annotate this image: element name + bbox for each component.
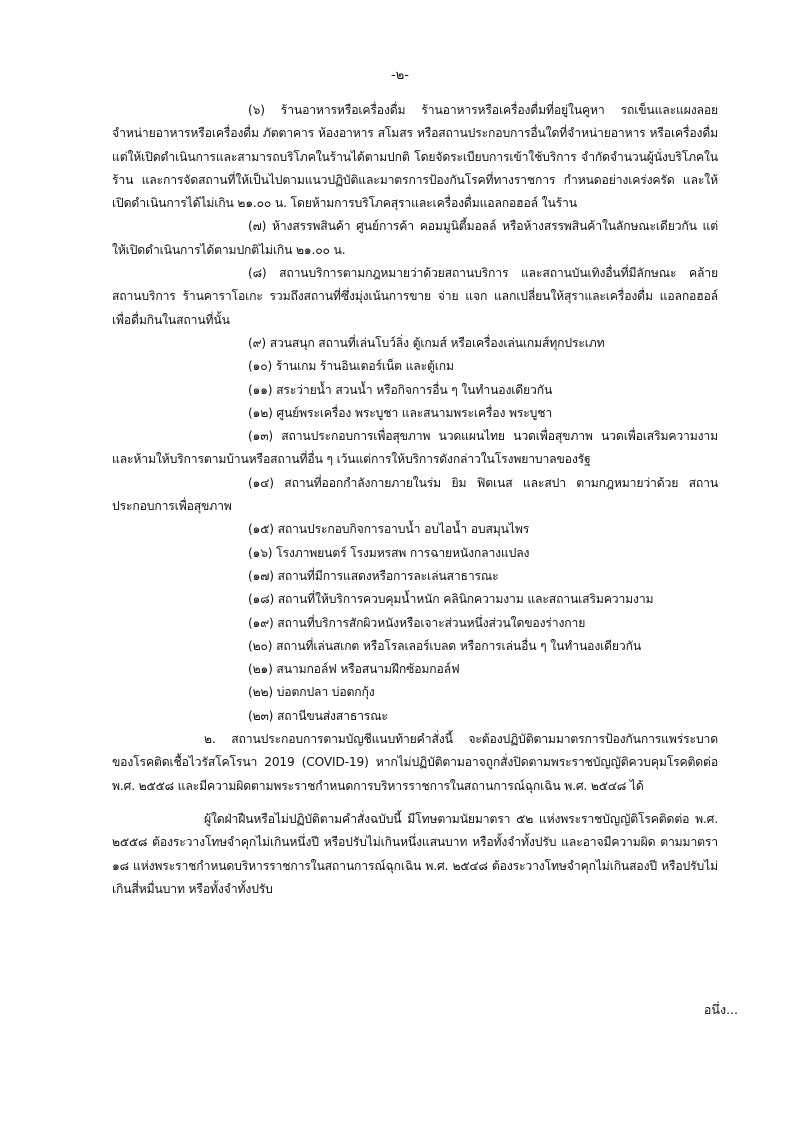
paragraph-item-7: (๗) ห้างสรรพสินค้า ศูนย์การค้า คอมมูนิตี้มอลล์ หรือห้างสรรพสินค้าในลักษณะเดียวกัน แต่ให้เปิดดำเนินการได้ตามปกติไม่เกิน ๒๑.๐๐ น. [112,219,718,257]
paragraph-item-8: (๘) สถานบริการตามกฎหมายว่าด้วยสถานบริการ และสถานบันเทิงอื่นที่มีลักษณะ คล้ายสถานบริการ ร้านคาราโอเกะ รวมถึงสถานที่ซึ่งมุ่งเน้นการขาย จ่าย แจก แลกเปลี่ยนให้สุราและเครื่องดื่ม แอลกอฮอล์เพื่อดื่มกินในสถานที่นั้น [112,266,718,327]
page-number: -๒- [391,68,409,83]
list-item-18: (๑๘) สถานที่ให้บริการควบคุมน้ำหนัก คลินิกความงาม และสถานเสริมความงาม [248,592,654,607]
paragraph-gap [112,798,718,808]
list-item-15: (๑๕) สถานประกอบกิจการอาบน้ำ อบไอน้ำ อบสมุนไพร [248,522,530,537]
penalty-paragraph: ผู้ใดฝ่าฝืนหรือไม่ปฏิบัติตามคำสั่งฉบับนี้ มีโทษตามนัยมาตรา ๕๒ แห่งพระราชบัญญัติโรคติดต่อ พ.ศ. ๒๕๕๘ ต้องระวางโทษจำคุกไม่เกินหนึ่งปี หรือปรับไม่เกินหนึ่งแสนบาท หรือทั้งจำทั้งปรับ และอาจมีความผิด ตามมาตรา ๑๘ แห่งพระราชกำหนดบริหารราชการในสถานการณ์ฉุกเฉิน พ.ศ. ๒๕๔๘ ต้องระวางโทษจำคุกไม่เกินสองปี หรือปรับไม่เกินสี่หมื่นบาท หรือทั้งจำทั้งปรับ [112,811,718,896]
list-item-11: (๑๑) สระว่ายน้ำ สวนน้ำ หรือกิจการอื่น ๆ ในทำนองเดียวกัน [248,382,553,397]
list-item-17: (๑๗) สถานที่มีการแสดงหรือการละเล่นสาธารณะ [248,568,499,583]
list-item-9: (๙) สวนสนุก สถานที่เล่นโบว์ลิ่ง ตู้เกมส์ หรือเครื่องเล่นเกมส์ทุกประเภท [248,335,605,350]
list-item-12: (๑๒) ศูนย์พระเครื่อง พระบูชา และสนามพระเครื่อง พระบูชา [248,405,553,420]
document-body [112,99,718,901]
list-item-19: (๑๙) สถานที่บริการสักผิวหนังหรือเจาะส่วนหนึ่งส่วนใดของร่างกาย [248,615,586,630]
paragraph-item-14: (๑๔) สถานที่ออกกำลังกายภายในร่ม ยิม ฟิตเนส และสปา ตามกฎหมายว่าด้วย สถานประกอบการเพื่อสุขภาพ [112,475,718,514]
paragraph-item-6: (๖) ร้านอาหารหรือเครื่องดื่ม ร้านอาหารหรือเครื่องดื่มที่อยู่ในคูหา รถเข็นและแผงลอย จำหน่ายอาหารหรือเครื่องดื่ม ภัตตาคาร ห้องอาหาร สโมสร หรือสถานประกอบการอื่นใดที่จำหน่ายอาหาร หรือเครื่องดื่ม แต่ให้เปิดดำเนินการและสามารถบริโภคในร้านได้ตามปกติ โดยจัดระเบียบการเข้าใช้บริการ จำกัดจำนวนผู้นั่งบริโภคในร้าน และการจัดสถานที่ให้เป็นไปตามแนวปฏิบัติและมาตรการป้องกันโรคที่ทางราชการ กำหนดอย่างเคร่งครัด และให้เปิดดำเนินการได้ไม่เกิน ๒๑.๐๐ น. โดยห้ามการบริโภคสุราและเครื่องดื่มแอลกอฮอล์ ในร้าน [112,103,718,211]
list-item-21: (๒๑) สนามกอล์ฟ หรือสนามฝึกซ้อมกอล์ฟ [248,662,460,677]
paragraph-item-13: (๑๓) สถานประกอบการเพื่อสุขภาพ นวดแผนไทย นวดเพื่อสุขภาพ นวดเพื่อเสริมความงาม และห้ามให้บริการตามบ้านหรือสถานที่อื่น ๆ เว้นแต่การให้บริการดังกล่าวในโรงพยาบาลของรัฐ [112,429,718,467]
list-item-16: (๑๖) โรงภาพยนตร์ โรงมหรสพ การฉายหนังกลางแปลง [248,545,530,560]
list-item-22: (๒๒) บ่อตกปลา บ่อตกกุ้ง [248,685,375,700]
list-item-10: (๑๐) ร้านเกม ร้านอินเตอร์เน็ต และตู้เกม [248,359,454,374]
list-item-23: (๒๓) สถานีขนส่งสาธารณะ [248,708,388,723]
clause-2-paragraph: ๒. สถานประกอบการตามบัญชีแนบท้ายคำสั่งนี้ จะต้องปฏิบัติตามมาตรการป้องกันการแพร่ระบาด ของโรคติดเชื้อไวรัสโคโรนา 2019 (COVID-19) หากไม่ปฏิบัติตามอาจถูกสั่งปิดตามพระราชบัญญัติควบคุมโรคติดต่อ พ.ศ. ๒๕๕๘ และมีความผิดตามพระราชกำหนดการบริหารราชการในสถานการณ์ฉุกเฉิน พ.ศ. ๒๕๔๘ ได้ [112,732,718,793]
list-item-20: (๒๐) สถานที่เล่นสเกต หรือโรลเลอร์เบลด หรือการเล่นอื่น ๆ ในทำนองเดียวกัน [248,638,642,653]
continuation-marker: อนึ่ง... [703,1002,738,1017]
